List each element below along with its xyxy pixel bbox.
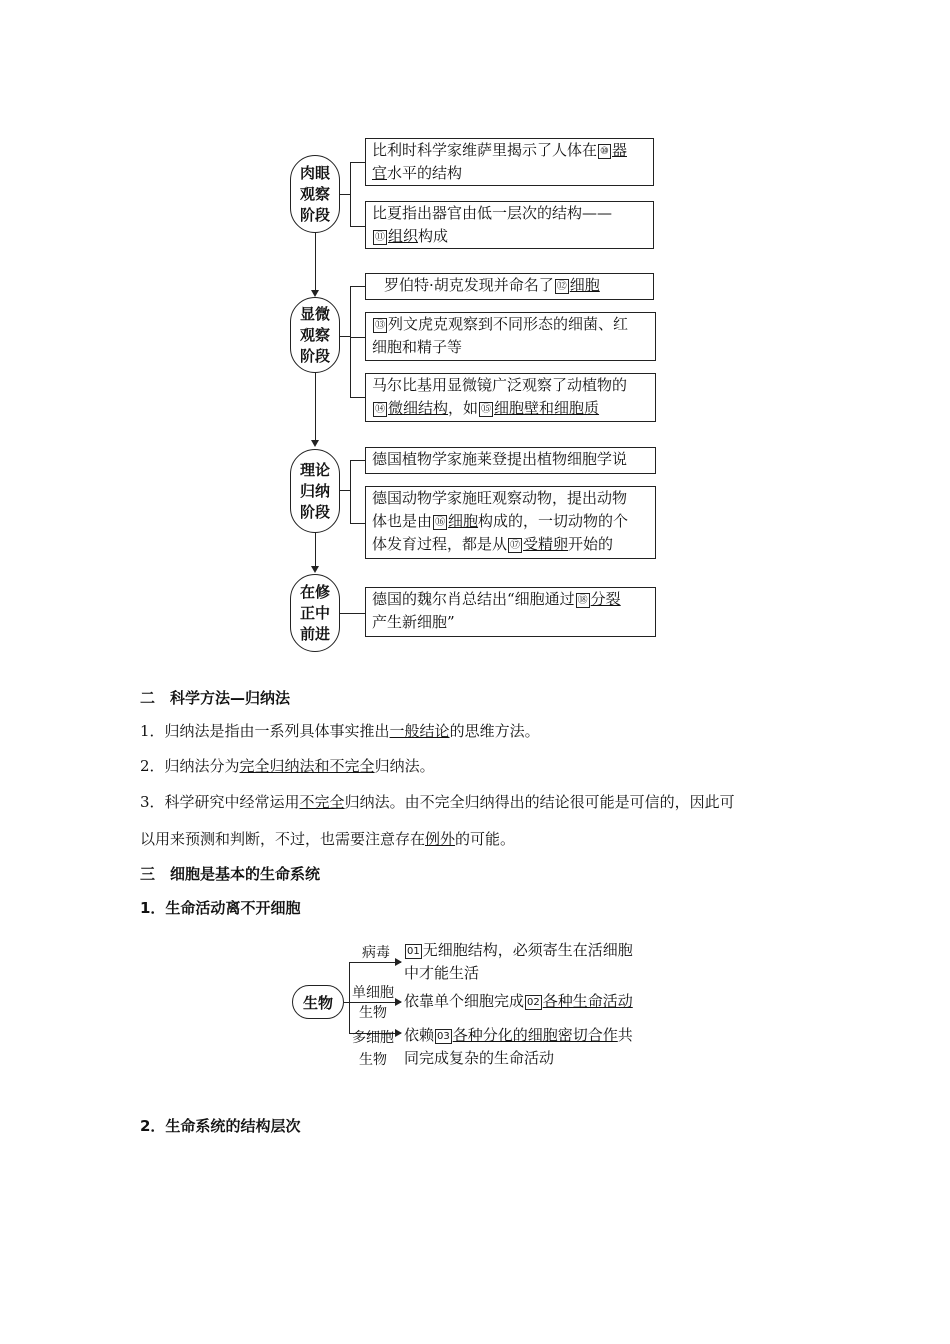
stage-label: 阶段 bbox=[299, 205, 330, 224]
sub-heading: 2．生命系统的结构层次 bbox=[140, 1117, 301, 1135]
arrow-down-icon bbox=[311, 290, 319, 297]
bracket-line bbox=[340, 490, 350, 491]
stage-label: 归纳 bbox=[299, 481, 330, 500]
bracket-line bbox=[340, 336, 350, 337]
stage-label: 肉眼 bbox=[299, 163, 330, 182]
arrow-right-icon bbox=[395, 958, 402, 966]
text: 无细胞结构，必须寄生在活细胞 bbox=[422, 941, 633, 959]
branch-label-unicellular bbox=[352, 983, 394, 1023]
bracket-line bbox=[350, 460, 365, 461]
bracket-line bbox=[350, 523, 365, 524]
text: 同完成复杂的生命活动 bbox=[404, 1049, 555, 1067]
stage-label: 显微 bbox=[299, 304, 330, 323]
bracket-line bbox=[350, 337, 365, 338]
answer-text: 例外 bbox=[425, 830, 456, 848]
text: 的可能。 bbox=[455, 830, 516, 848]
text: 中才能生活 bbox=[404, 964, 480, 982]
fact-text: 水平的结构 bbox=[387, 164, 463, 182]
stage-label: 前进 bbox=[299, 624, 330, 643]
answer-text: 各种分化的细胞密切合作 bbox=[452, 1026, 618, 1044]
fact-text: 德国的魏尔肖总结出“细胞通过 bbox=[372, 590, 575, 608]
arrow-down-icon bbox=[311, 440, 319, 447]
fact-box bbox=[365, 373, 656, 422]
stage-label: 观察 bbox=[299, 325, 330, 344]
fact-text: ，如 bbox=[448, 399, 479, 417]
branch-line bbox=[349, 962, 350, 1033]
answer-text: 微细结构 bbox=[388, 399, 449, 417]
answer-text: 不完全 bbox=[299, 793, 345, 811]
sub-heading: 1．生命活动离不开细胞 bbox=[140, 899, 301, 917]
fact-text: 比利时科学家维萨里揭示了人体在 bbox=[372, 141, 598, 159]
fact-box bbox=[365, 587, 656, 637]
stage-label: 阶段 bbox=[299, 502, 330, 521]
connector-line bbox=[315, 532, 316, 568]
blank-number: ⑭ bbox=[375, 404, 385, 415]
text: 3．科学研究中经常运用 bbox=[140, 793, 300, 811]
fact-box bbox=[365, 312, 656, 361]
fact-text: 构成 bbox=[418, 227, 449, 245]
text: 以用来预测和判断，不过，也需要注意存在 bbox=[140, 830, 426, 848]
fact-text: 细胞和精子等 bbox=[372, 338, 463, 356]
fact-text: 产生新细胞” bbox=[372, 613, 455, 631]
answer-text: 受精卵 bbox=[523, 535, 569, 553]
text: 2．归纳法分为 bbox=[140, 757, 240, 775]
branch-label: 生物 bbox=[359, 1005, 387, 1021]
bracket-line bbox=[350, 286, 365, 287]
branch-line bbox=[349, 962, 401, 963]
blank-number: ⑯ bbox=[435, 517, 446, 528]
text: 依赖 bbox=[404, 1026, 435, 1044]
bracket-line bbox=[350, 162, 365, 163]
paragraph bbox=[140, 828, 515, 849]
arrow-down-icon bbox=[311, 566, 319, 573]
text: 归纳法。 bbox=[374, 757, 435, 775]
fact-text: 德国植物学家施莱登提出植物细胞学说 bbox=[372, 450, 628, 468]
connector-line bbox=[315, 232, 316, 292]
blank-number: ⑱ bbox=[577, 595, 588, 606]
text: 的思维方法。 bbox=[449, 722, 540, 740]
answer-text: 组织 bbox=[388, 227, 419, 245]
paragraph bbox=[140, 720, 540, 741]
text: 1．归纳法是指由一系列具体事实推出 bbox=[140, 722, 390, 740]
fact-text: 体发育过程，都是从 bbox=[372, 535, 508, 553]
fact-text: 开始的 bbox=[568, 535, 614, 553]
blank-number: ⑮ bbox=[481, 404, 492, 415]
bracket-line bbox=[350, 460, 351, 523]
fact-text: 列文虎克观察到不同形态的细菌、红 bbox=[388, 315, 629, 333]
fact-text: 比夏指出器官由低一层次的结构—— bbox=[372, 204, 613, 222]
stage-naked-eye bbox=[290, 155, 340, 233]
answer-text: 完全归纳法和不完全 bbox=[239, 757, 375, 775]
stage-label: 观察 bbox=[299, 184, 330, 203]
blank-number: 02 bbox=[527, 997, 540, 1008]
branch-label: 生物 bbox=[359, 1052, 387, 1068]
stage-revision bbox=[290, 574, 340, 652]
section-heading: 三 细胞是基本的生命系统 bbox=[140, 865, 321, 883]
branch-text-multicellular bbox=[404, 1024, 633, 1070]
blank-number: 01 bbox=[407, 946, 420, 957]
branch-text-virus bbox=[404, 939, 633, 985]
text: 共 bbox=[617, 1026, 633, 1044]
organism-root: 生物 bbox=[292, 985, 344, 1019]
stage-label: 正中 bbox=[299, 603, 330, 622]
bracket-line bbox=[350, 162, 351, 226]
stage-label: 理论 bbox=[299, 460, 330, 479]
answer-text: 细胞壁和细胞质 bbox=[494, 399, 600, 417]
stage-label: 阶段 bbox=[299, 346, 330, 365]
branch-label-multicellular bbox=[352, 1027, 394, 1071]
text: 归纳法。由不完全归纳得出的结论很可能是可信的，因此可 bbox=[344, 793, 735, 811]
fact-box bbox=[365, 201, 654, 249]
branch-label: 单细胞 bbox=[352, 985, 394, 1001]
blank-number: ⑩ bbox=[600, 146, 609, 157]
answer-text: 器 bbox=[611, 141, 627, 159]
answer-text: 官 bbox=[372, 164, 388, 182]
blank-number: 03 bbox=[437, 1031, 450, 1042]
bracket-line bbox=[340, 194, 350, 195]
section-heading: 二 科学方法—归纳法 bbox=[140, 689, 291, 707]
fact-box bbox=[365, 486, 656, 559]
arrow-right-icon bbox=[395, 998, 402, 1006]
branch-label: 多细胞 bbox=[352, 1030, 394, 1046]
fact-text: 马尔比基用显微镜广泛观察了动植物的 bbox=[372, 376, 628, 394]
paragraph bbox=[140, 755, 435, 776]
answer-text: 细胞 bbox=[448, 512, 479, 530]
answer-text: 一般结论 bbox=[389, 722, 450, 740]
fact-text: 德国动物学家施旺观察动物，提出动物 bbox=[372, 489, 628, 507]
fact-box bbox=[365, 273, 654, 300]
answer-text: 分裂 bbox=[590, 590, 621, 608]
stage-microscope bbox=[290, 297, 340, 373]
answer-text: 细胞 bbox=[569, 276, 600, 294]
stage-theory bbox=[290, 449, 340, 533]
branch-label-virus: 病毒 bbox=[362, 945, 390, 961]
branch-text-unicellular bbox=[404, 990, 633, 1013]
fact-text: 罗伯特·胡克发现并命名了 bbox=[384, 276, 554, 294]
blank-number: ⑫ bbox=[556, 281, 567, 292]
blank-number: ⑰ bbox=[510, 540, 521, 551]
arrow-right-icon bbox=[395, 1029, 402, 1037]
bracket-line bbox=[340, 613, 365, 614]
fact-text: 构成的，一切动物的个 bbox=[478, 512, 629, 530]
stage-label: 在修 bbox=[299, 582, 330, 601]
blank-number: ⑪ bbox=[375, 232, 385, 243]
bracket-line bbox=[350, 286, 351, 397]
blank-number: ⑬ bbox=[375, 320, 385, 331]
answer-text: 各种生命活动 bbox=[542, 992, 633, 1010]
bracket-line bbox=[350, 397, 365, 398]
bracket-line bbox=[350, 226, 365, 227]
fact-text: 体也是由 bbox=[372, 512, 433, 530]
fact-box bbox=[365, 138, 654, 186]
fact-box bbox=[365, 447, 656, 474]
text: 依靠单个细胞完成 bbox=[404, 992, 525, 1010]
paragraph bbox=[140, 791, 735, 812]
connector-line bbox=[315, 372, 316, 442]
